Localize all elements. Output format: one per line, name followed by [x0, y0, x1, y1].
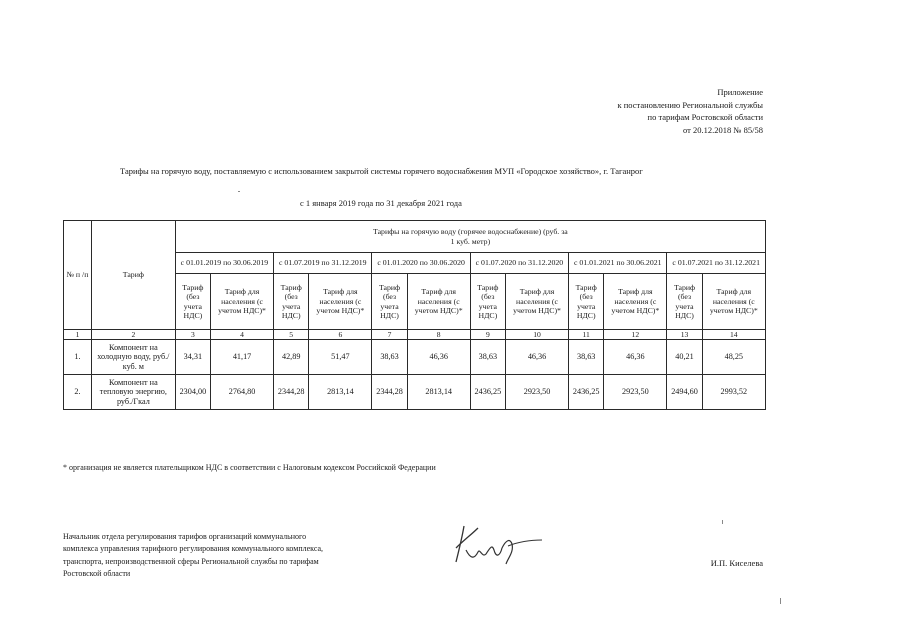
scan-speck: [238, 191, 240, 192]
row-name: Компонент на холодную воду, руб./куб. м: [91, 340, 175, 375]
value-cell: 2344,28: [372, 375, 407, 410]
value-cell: 2494,60: [667, 375, 702, 410]
subheader-no-vat: Тариф (без учета НДС): [372, 274, 407, 330]
value-cell: 38,63: [569, 340, 604, 375]
subheader-population: Тариф для населения (с учетом НДС)*: [309, 274, 372, 330]
value-cell: 2436,25: [569, 375, 604, 410]
column-number: 5: [274, 330, 309, 340]
header-group-text: Тарифы на горячую воду (горячее водоснабжение) (руб. за 1 куб. метр): [373, 227, 568, 246]
value-cell: 40,21: [667, 340, 702, 375]
tariff-table: [63, 220, 766, 410]
column-number: 2: [91, 330, 175, 340]
position-line: транспорта, непроизводственной сферы Региональной службы по тарифам: [63, 556, 319, 566]
value-cell: 34,31: [175, 340, 210, 375]
value-cell: 46,36: [505, 340, 568, 375]
period-header: с 01.07.2021 по 31.12.2021: [667, 253, 766, 274]
appendix-line: по тарифам Ростовской области: [647, 112, 763, 122]
row-number: 2.: [64, 375, 92, 410]
value-cell: 46,36: [604, 340, 667, 375]
value-cell: 38,63: [372, 340, 407, 375]
value-cell: 38,63: [470, 340, 505, 375]
column-number: 9: [470, 330, 505, 340]
header-group: [175, 221, 765, 253]
value-cell: 46,36: [407, 340, 470, 375]
subheader-population: Тариф для населения (с учетом НДС)*: [210, 274, 273, 330]
period-header: с 01.07.2020 по 31.12.2020: [470, 253, 568, 274]
vat-footnote: * организация не является плательщиком НДС в соответствии с Налоговым кодексом Российской Федерации: [63, 463, 436, 472]
column-number: 8: [407, 330, 470, 340]
value-cell: 51,47: [309, 340, 372, 375]
value-cell: 2923,50: [505, 375, 568, 410]
value-cell: 2813,14: [309, 375, 372, 410]
handwritten-signature: [450, 518, 546, 568]
column-number: 4: [210, 330, 273, 340]
appendix-line: Приложение: [717, 87, 763, 97]
column-number-row: [64, 330, 766, 340]
subheader-population: Тариф для населения (с учетом НДС)*: [702, 274, 765, 330]
signatory-name: И.П. Киселева: [710, 558, 763, 568]
value-cell: 42,89: [274, 340, 309, 375]
period-header: с 01.07.2019 по 31.12.2019: [274, 253, 372, 274]
subheader-population: Тариф для населения (с учетом НДС)*: [604, 274, 667, 330]
position-line: комплекса управления тарифного регулирования коммунального комплекса,: [63, 544, 324, 554]
table-row: [64, 340, 766, 375]
subheader-no-vat: Тариф (без учета НДС): [274, 274, 309, 330]
appendix-line: к постановлению Региональной службы: [617, 99, 763, 110]
value-cell: 2923,50: [604, 375, 667, 410]
value-cell: 2993,52: [702, 375, 765, 410]
row-number: 1.: [64, 340, 92, 375]
column-number: 3: [175, 330, 210, 340]
column-number: 14: [702, 330, 765, 340]
value-cell: 2764,80: [210, 375, 273, 410]
row-name: Компонент на тепловую энергию, руб./Гкал: [91, 375, 175, 410]
value-cell: 48,25: [702, 340, 765, 375]
value-cell: 2813,14: [407, 375, 470, 410]
column-number: 6: [309, 330, 372, 340]
subheader-population: Тариф для населения (с учетом НДС)*: [407, 274, 470, 330]
appendix-line: от 20.12.2018 № 85/58: [683, 124, 763, 135]
scan-speck: [780, 598, 781, 604]
header-tariff: Тариф: [91, 221, 175, 330]
subheader-no-vat: Тариф (без учета НДС): [569, 274, 604, 330]
column-number: 11: [569, 330, 604, 340]
column-number: 10: [505, 330, 568, 340]
column-number: 7: [372, 330, 407, 340]
period-header: с 01.01.2021 по 30.06.2021: [569, 253, 667, 274]
value-cell: 2344,28: [274, 375, 309, 410]
position-line: Ростовской области: [63, 568, 131, 578]
period-header: с 01.01.2020 по 30.06.2020: [372, 253, 470, 274]
scan-speck: [722, 520, 723, 524]
period-header: с 01.01.2019 по 30.06.2019: [175, 253, 273, 274]
table-row: [64, 375, 766, 410]
column-number: 12: [604, 330, 667, 340]
signatory-position: [63, 531, 383, 580]
validity-period: с 1 января 2019 года по 31 декабря 2021 года: [300, 198, 462, 208]
value-cell: 2436,25: [470, 375, 505, 410]
appendix-block: [503, 86, 763, 136]
document-title: Тарифы на горячую воду, поставляемую с использованием закрытой системы горячего водоснабжения МУП «Городское хозяйство», г. Таганрог: [120, 166, 643, 176]
header-number: № п /п: [64, 221, 92, 330]
position-line: Начальник отдела регулирования тарифов организаций коммунального: [63, 532, 307, 541]
value-cell: 41,17: [210, 340, 273, 375]
subheader-no-vat: Тариф (без учета НДС): [470, 274, 505, 330]
column-number: 1: [64, 330, 92, 340]
value-cell: 2304,00: [175, 375, 210, 410]
subheader-population: Тариф для населения (с учетом НДС)*: [505, 274, 568, 330]
column-number: 13: [667, 330, 702, 340]
subheader-no-vat: Тариф (без учета НДС): [175, 274, 210, 330]
subheader-no-vat: Тариф (без учета НДС): [667, 274, 702, 330]
